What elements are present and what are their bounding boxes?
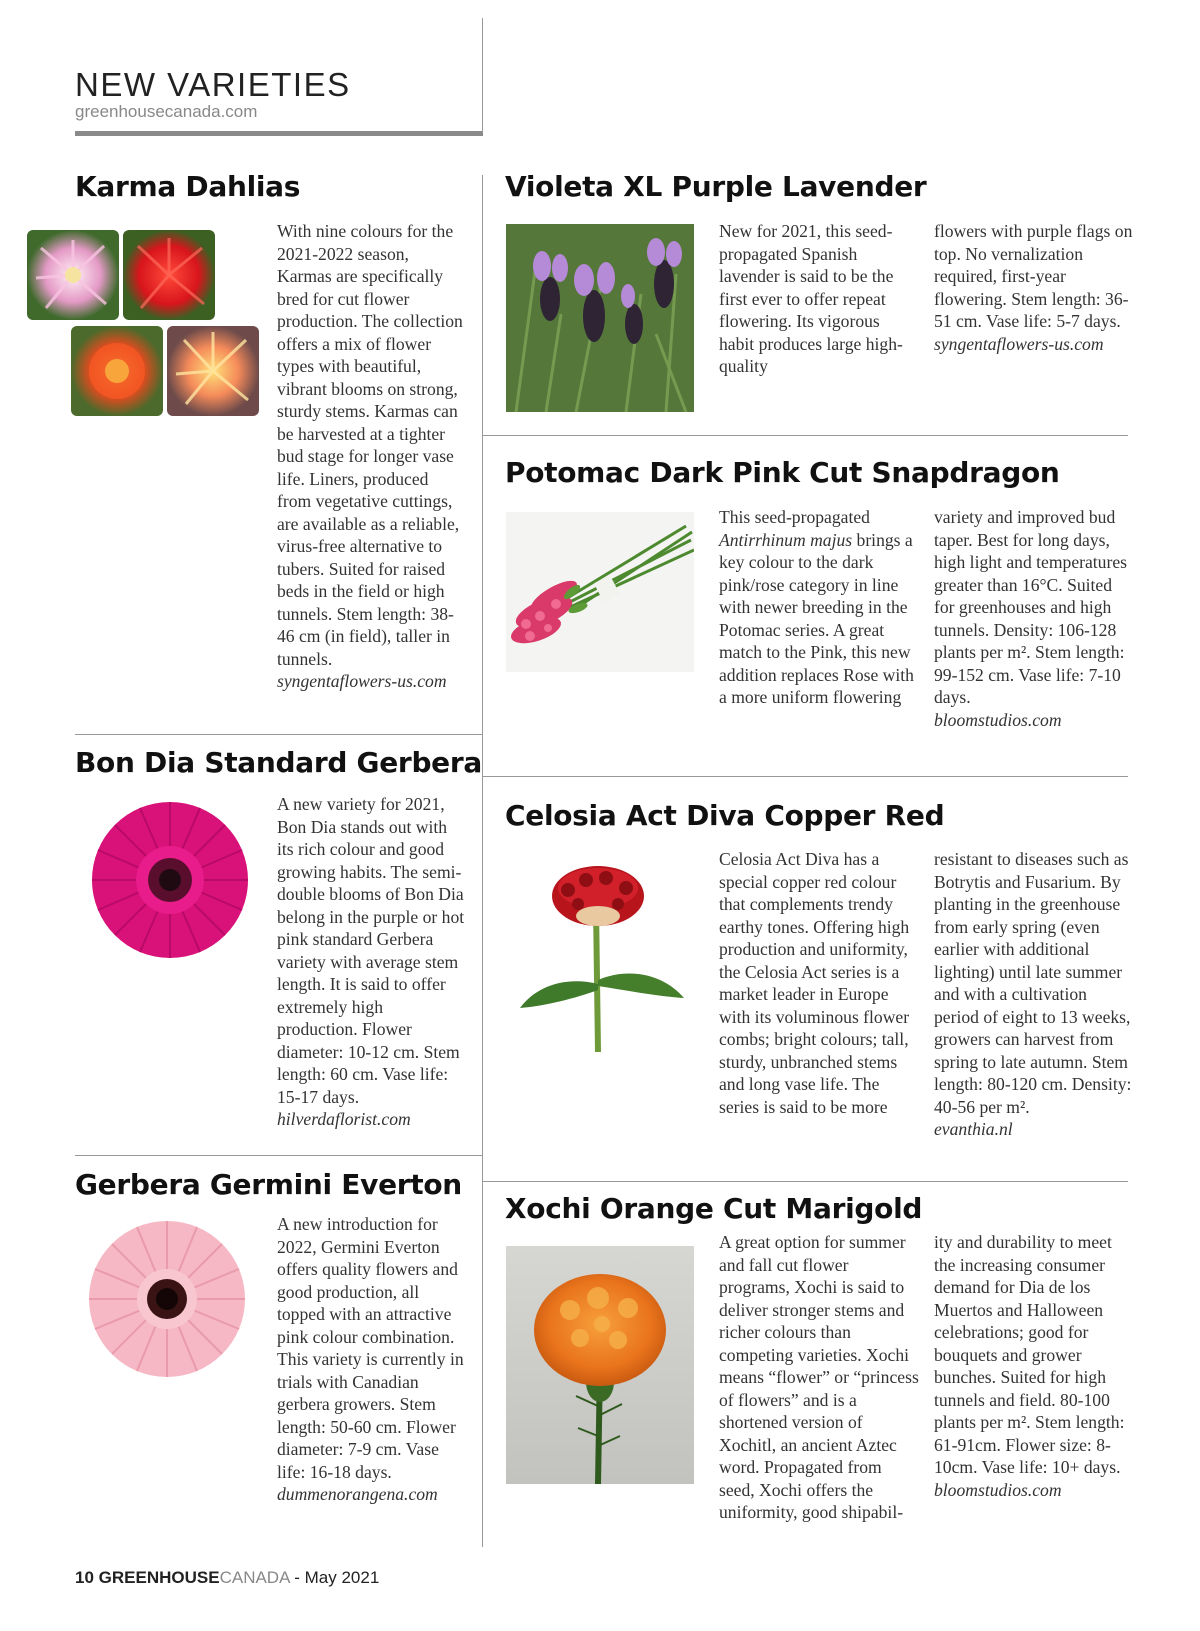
article-body-col1: Celosia Act Diva has a special copper red colour that complements trendy earthy tones. Offering high production and uniformity, the Celosia Act series is a market leader in Europe with its voluminous flower combs; bright colours; tall, sturdy, unbranched stems and long vase life. The series is said to be more (719, 849, 910, 1117)
body-text: ity and durability to meet the increasing consumer demand for Dia de los Muertos and Halloween celebrations; good for bouquets and grower bunches. Suited for high tunnels and field. 80-100 plants per m². Stem length: 61-91cm. Flower size: 8-10cm. Vase life: 10+ days. (934, 1232, 1125, 1477)
article-title: Gerbera Germini Everton (75, 1168, 462, 1201)
article-body-col1: A great option for summer and fall cut flower programs, Xochi is said to deliver stronger stems and richer colours than competing varieties. Xochi means “flower” or “princess of flowers” and is a shortened version of Xochitl, an ancient Aztec word. Propagated from seed, Xochi offers the uniformity, good shipabil- (719, 1232, 919, 1522)
section-rule (482, 776, 1128, 777)
header-divider (482, 18, 483, 133)
page-number: 10 (75, 1568, 94, 1587)
article-body (277, 1213, 467, 1506)
credit-link[interactable]: bloomstudios.com (934, 1479, 1062, 1500)
body-text: A new introduction for 2022, Germini Everton offers quality flowers and good production, all topped with an attractive pink colour combination. This variety is currently in trials with Canadian gerbera growers. Stem length: 50-60 cm. Flower diameter: 7-9 cm. Vase life: 16-18 days. (277, 1214, 464, 1482)
article-title: Xochi Orange Cut Marigold (505, 1192, 923, 1225)
gerbera-pink-photo (86, 1218, 248, 1380)
section-rule (482, 435, 1128, 436)
body-text: flowers with purple flags on top. No vernalization required, first-year flowering. Stem length: 36-51 cm. Vase life: 5-7 days. (934, 221, 1133, 331)
publication-name: GREENHOUSE (98, 1568, 220, 1587)
marigold-photo (506, 1246, 694, 1484)
body-text: This seed-propagated (719, 507, 870, 527)
credit-link[interactable]: evanthia.nl (934, 1119, 1013, 1139)
credit-link[interactable]: bloomstudios.com (934, 709, 1062, 730)
article-body-col1 (719, 506, 919, 709)
article-body (277, 793, 467, 1131)
celosia-photo (506, 856, 694, 1052)
article-title: Bon Dia Standard Gerbera (75, 746, 482, 779)
credit-link[interactable]: dummenorangena.com (277, 1484, 438, 1504)
issue-date: - May 2021 (294, 1568, 380, 1587)
site-url[interactable]: greenhousecanada.com (75, 102, 258, 121)
species-name: Antirrhinum majus (719, 529, 853, 550)
article-body-col2 (934, 848, 1134, 1141)
snapdragon-photo (506, 512, 694, 672)
section-rule (482, 1181, 1128, 1182)
publication-name-suffix: CANADA (219, 1568, 290, 1587)
header-rule (75, 131, 483, 136)
article-body-col2 (934, 506, 1130, 731)
article-title: Violeta XL Purple Lavender (505, 170, 927, 203)
page-footer (75, 1568, 379, 1588)
body-text: A new variety for 2021, Bon Dia stands out with its rich colour and good growing habits. The semi-double blooms of Bon Dia belong in the purple or hot pink standard Gerbera variety with average stem length. It is said to offer extremely high production. Flower diameter: 10-12 cm. Stem length: 60 cm. Vase life: 15-17 days. (277, 794, 465, 1107)
article-title: Karma Dahlias (75, 170, 301, 203)
article-body (277, 220, 467, 693)
credit-link[interactable]: syngentaflowers-us.com (934, 333, 1104, 354)
body-text: variety and improved bud taper. Best for long days, high light and temperatures greater than 16°C. Suited for greenhouses and high tunnels. Density: 106-128 plants per m². Stem length: 99-152 cm. Vase life: 7-10 days. (934, 507, 1127, 707)
body-text: resistant to diseases such as Botrytis and Fusarium. By planting in the greenhouse from early spring (even earlier with additional lighting) until late summer and with a cultivation period of eight to 13 weeks, growers can harvest from spring to late autumn. Stem length: 80-120 cm. Density: 40-56 per m². (934, 849, 1132, 1117)
section-rule (75, 734, 482, 735)
body-text: With nine colours for the 2021-2022 season, Karmas are specifically bred for cut flower production. The collection offers a mix of flower types with beautiful, vibrant blooms on strong, sturdy stems. Karmas can be harvested at a tighter bud stage for longer vase life. Liners, produced from vegetative cuttings, are available as a reliable, virus-free alternative to tubers. Suited for raised beds in the field or high tunnels. Stem length: 38-46 cm (in field), taller in tunnels. (277, 221, 463, 669)
article-title: Celosia Act Diva Copper Red (505, 799, 945, 832)
body-text: brings a key colour to the dark pink/rose category in line with newer breeding in the Potomac series. A great match to the Pink, this new addition replaces Rose with a more uniform flowering (719, 529, 914, 707)
lavender-photo (506, 224, 694, 412)
article-title: Potomac Dark Pink Cut Snapdragon (505, 456, 1060, 489)
dahlia-photo-collage (26, 228, 266, 420)
column-divider (482, 175, 483, 1547)
article-body-col1: New for 2021, this seed-propagated Spanish lavender is said to be the first ever to offer repeat flowering. Its vigorous habit produces large high-quality (719, 221, 903, 376)
credit-link[interactable]: syngentaflowers-us.com (277, 671, 447, 691)
gerbera-magenta-photo (90, 800, 250, 960)
article-body-col2 (934, 220, 1134, 355)
section-rule (75, 1155, 482, 1156)
section-title: NEW VARIETIES (75, 66, 351, 103)
article-body-col2 (934, 1231, 1130, 1501)
credit-link[interactable]: hilverdaflorist.com (277, 1109, 411, 1129)
